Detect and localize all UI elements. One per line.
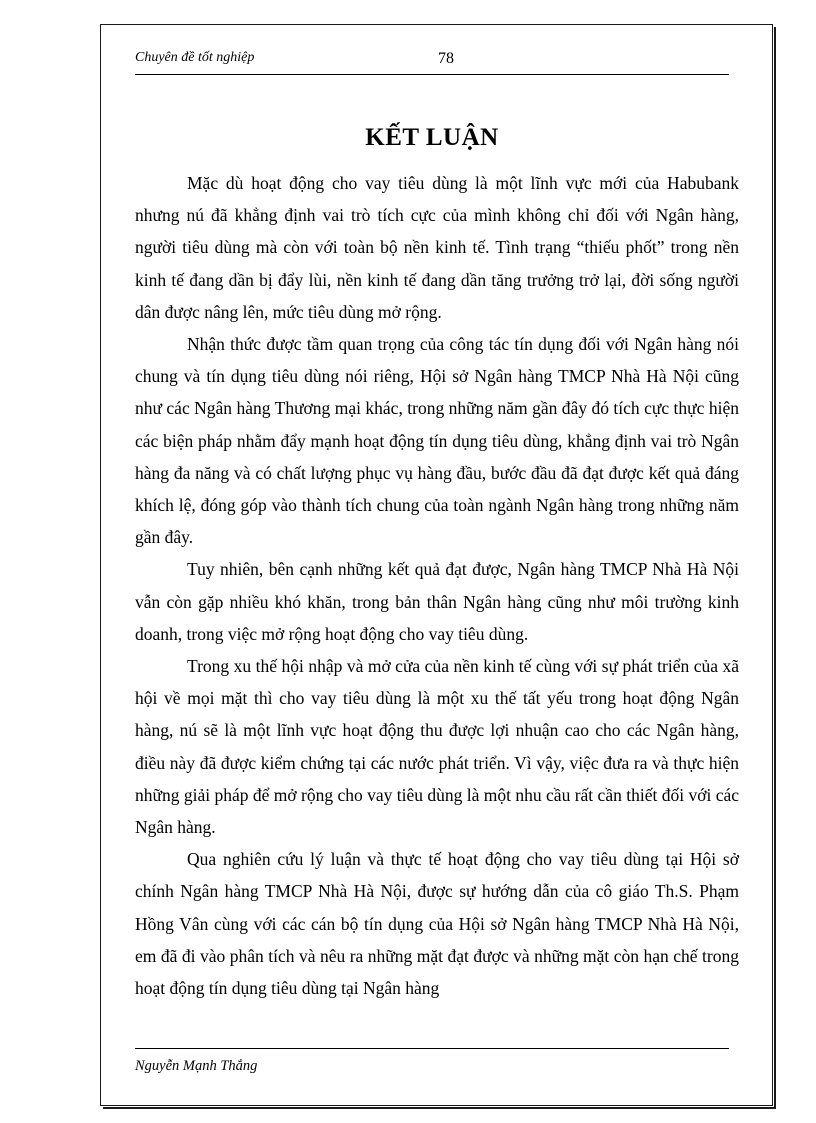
body-text	[135, 167, 739, 1004]
paragraph-2: Nhận thức được tầm quan trọng của công tác tín dụng đối với Ngân hàng nói chung và tín dụng tiêu dùng nói riêng, Hội sở Ngân hàng TMCP Nhà Hà Nội cũng như các Ngân hàng Thương mại khác, trong những năm gần đây đó tích cực thực hiện các biện pháp nhằm đẩy mạnh hoạt động tín dụng tiêu dùng, khẳng định vai trò Ngân hàng đa năng và có chất lượng phục vụ hàng đầu, bước đầu đã đạt được kết quả đáng khích lệ, đóng góp vào thành tích chung của toàn ngành Ngân hàng trong những năm gần đây.	[135, 334, 739, 548]
header-title: Chuyên đề tốt nghiệp	[135, 50, 255, 65]
paragraph-4: Trong xu thế hội nhập và mở cửa của nền kinh tế cùng với sự phát triển của xã hội về mọi mặt thì cho vay tiêu dùng là một xu thế tất yếu trong hoạt động Ngân hàng, nú sẽ là một lĩnh vực hoạt động thu được lợi nhuận cao cho các Ngân hàng, điều này đã được kiểm chứng tại các nước phát triển. Vì vậy, việc đưa ra và thực hiện những giải pháp để mở rộng cho vay tiêu dùng là một nhu cầu rất cần thiết đối với các Ngân hàng.	[135, 656, 739, 838]
page-header	[135, 50, 729, 75]
paragraph-3: Tuy nhiên, bên cạnh những kết quả đạt được, Ngân hàng TMCP Nhà Hà Nội vẫn còn gặp nhiều khó khăn, trong bản thân Ngân hàng cũng như môi trường kinh doanh, trong việc mở rộng hoạt động cho vay tiêu dùng.	[135, 559, 739, 644]
section-heading: KẾT LUẬN	[365, 124, 499, 151]
page-number: 78	[438, 50, 454, 67]
paragraph-5: Qua nghiên cứu lý luận và thực tế hoạt động cho vay tiêu dùng tại Hội sở chính Ngân hàng TMCP Nhà Hà Nội, được sự hướng dẫn của cô giáo Th.S. Phạm Hồng Vân cùng với các cán bộ tín dụng của Hội sở Ngân hàng TMCP Nhà Hà Nội, em đã đi vào phân tích và nêu ra những mặt đạt được và những mặt còn hạn chế trong hoạt động tín dụng tiêu dùng tại Ngân hàng	[135, 849, 739, 999]
footer-divider	[135, 1048, 729, 1049]
footer-author: Nguyễn Mạnh Thắng	[135, 1058, 258, 1074]
paragraph-1: Mặc dù hoạt động cho vay tiêu dùng là một lĩnh vực mới của Habubank nhưng nú đã khẳng định vai trò tích cực của mình không chỉ đối với Ngân hàng, người tiêu dùng mà còn với toàn bộ nền kinh tế. Tình trạng “thiếu phốt” trong nền kinh tế đang dần bị đẩy lùi, nền kinh tế đang dần tăng trưởng trở lại, đời sống người dân được nâng lên, mức tiêu dùng mở rộng.	[135, 173, 739, 322]
